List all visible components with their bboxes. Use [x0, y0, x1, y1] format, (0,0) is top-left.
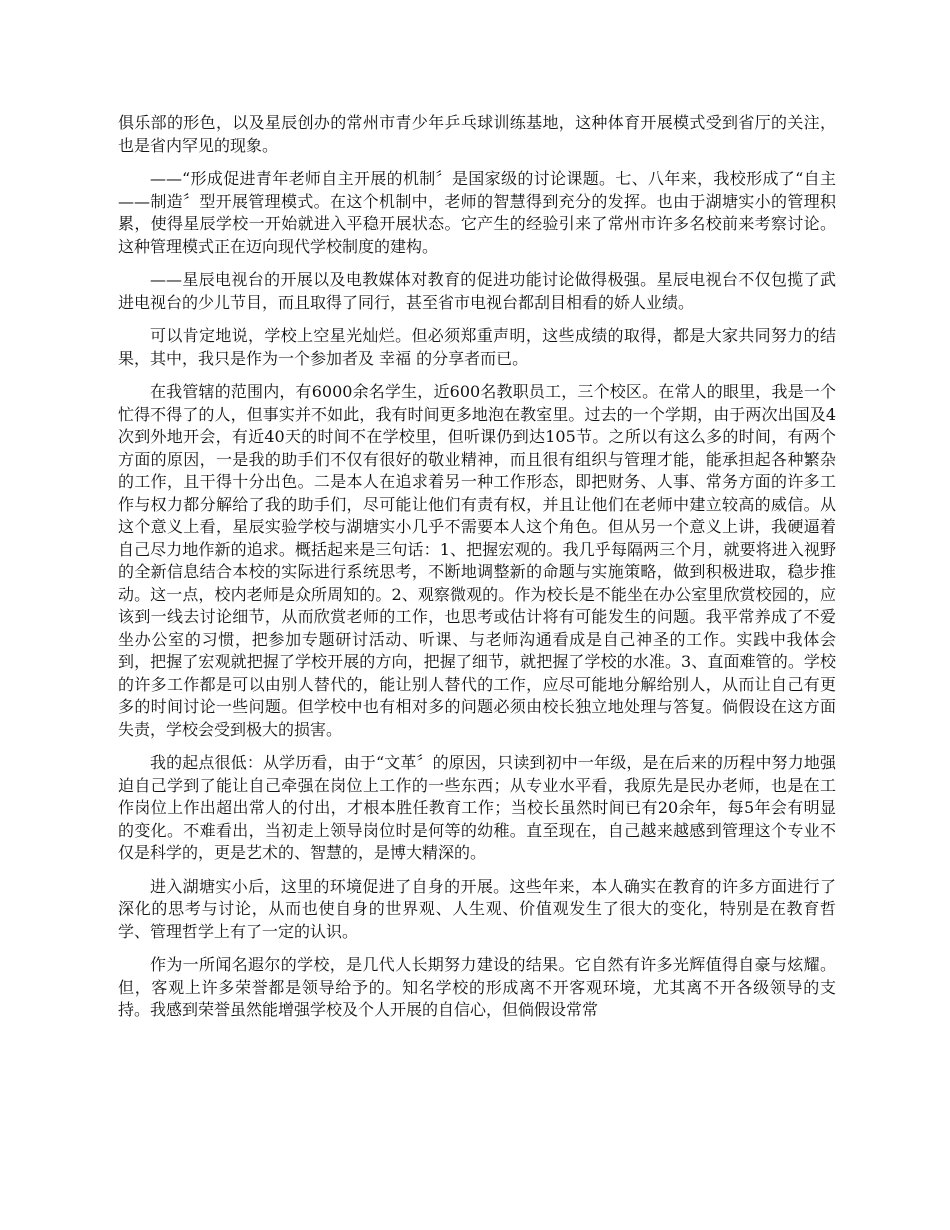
paragraph-famous-school: 作为一所闻名遐尔的学校，是几代人长期努力建设的结果。它自然有许多光辉值得自豪与炫耀。但，客观上许多荣誉都是领导给予的。知名学校的形成离不开客观环境，尤其离不开各级领导的支持。我感到荣誉虽然能增强学校及个人开展的自信心，但倘假设常常	[118, 955, 836, 1019]
paragraph-tv-station: ——星辰电视台的开展以及电教媒体对教育的促进功能讨论做得极强。星辰电视台不仅包揽了武进电视台的少儿节目，而且取得了同行，甚至省市电视台都刮目相看的娇人业绩。	[118, 270, 836, 312]
paragraph-self-development: 进入湖塘实小后，这里的环境促进了自身的开展。这些年来，本人确实在教育的许多方面进行了深化的思考与讨论，从而也使自身的世界观、人生观、价值观发生了很大的变化，特别是在教育哲学、管理哲学上有了一定的认识。	[118, 876, 836, 941]
paragraph-starting-point: 我的起点很低：从学历看，由于“文革〞的原因，只读到初中一年级，是在后来的历程中努力地强迫自己学到了能让自己牵强在岗位上工作的一些东西；从专业水平看，我原先是民办老师，也是在工作岗位上作出超出常人的付出，才根本胜任教育工作；当校长虽然时间已有20余年，每5年会有明显的变化。不难看出，当初走上领导岗位时是何等的幼稚。直至现在，自己越来越感到管理这个专业不仅是科学的，更是艺术的、智慧的，是博大精深的。	[118, 753, 836, 862]
paragraph-work-style: 在我管辖的范围内，有6000余名学生，近600名教职员工，三个校区。在常人的眼里，我是一个忙得不得了的人，但事实并不如此，我有时间更多地泡在教室里。过去的一个学期，由于两次出国及4次到外地开会，有近40天的时间不在学校里，但听课仍到达105节。之所以有这么多的时间，有两个方面的原因，一是我的助手们不仅有很好的敬业精神，而且很有组织与管理才能，能承担起各种繁杂的工作，且干得十分出色。二是本人在追求着另一种工作形态，即把财务、人事、常务方面的许多工作与权力都分解给了我的助手们，尽可能让他们有责有权，并且让他们在老师中建立较高的威信。从这个意义上看，星辰实验学校与湖塘实小几乎不需要本人这个角色。但从另一个意义上讲，我硬逼着自己尽力地作新的追求。概括起来是三句话：1、把握宏观的。我几乎每隔两三个月，就要将进入视野的全新信息结合本校的实际进行系统思考，不断地调整新的命题与实施策略，做到积极进取，稳步推动。这一点，校内老师是众所周知的。2、观察微观的。作为校长是不能坐在办公室里欣赏校园的，应该到一线去讨论细节，从而欣赏老师的工作，也思考或估计将有可能发生的问题。我平常养成了不爱坐办公室的习惯，把参加专题研讨活动、听课、与老师沟通看成是自己神圣的工作。实践中我体会到，把握了宏观就把握了学校开展的方向，把握了细节，就把握了学校的水准。3、直面难管的。学校的许多工作都是可以由别人替代的，能让别人替代的工作，应尽可能地分解给别人，从而让自己有更多的时间讨论一些问题。但学校中也有相对多的问题必须由校长独立地处理与答复。倘假设在这方面失责，学校会受到极大的损害。	[118, 382, 836, 739]
document-body	[118, 112, 836, 1033]
paragraph-sports-club: 俱乐部的形色，以及星辰创办的常州市青少年乒乓球训练基地，这种体育开展模式受到省厅的关注，也是省内罕见的现象。	[118, 113, 836, 155]
paragraph-management-mechanism: ——“形成促进青年老师自主开展的机制〞是国家级的讨论课题。七、八年来，我校形成了“自主——制造〞型开展管理模式。在这个机制中，老师的智慧得到充分的发挥。也由于湖塘实小的管理积累，使得星辰学校一开始就进入平稳开展状态。它产生的经验引来了常州市许多名校前来考察讨论。这种管理模式正在迈向现代学校制度的建构。	[118, 169, 836, 256]
paragraph-achievements: 可以肯定地说，学校上空星光灿烂。但必须郑重声明，这些成绩的取得，都是大家共同努力的结果，其中，我只是作为一个参加者及 幸福 的分享者而已。	[118, 326, 836, 368]
